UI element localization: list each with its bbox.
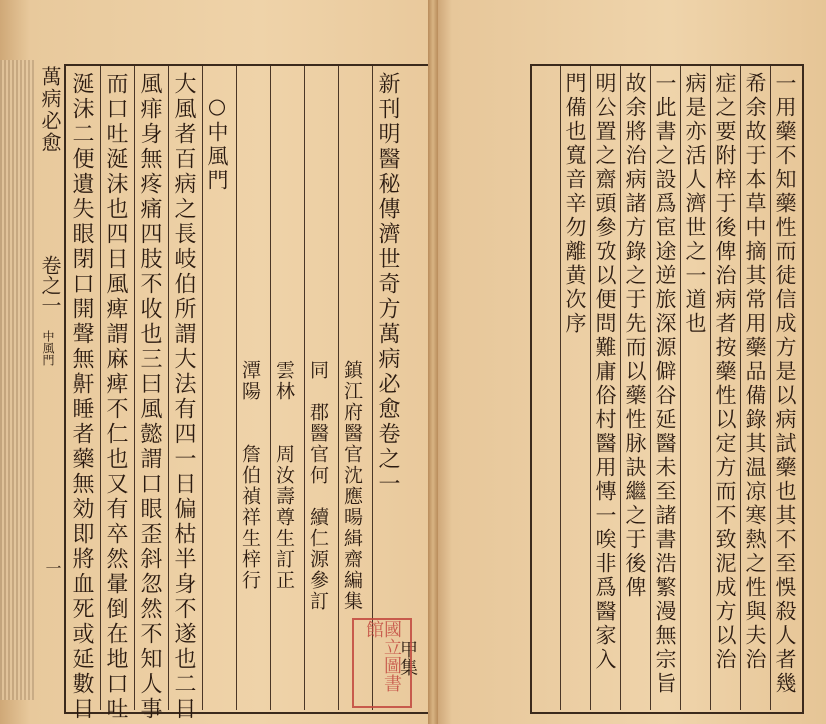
- column-rule: [338, 66, 339, 710]
- right-body-line-3: 症之要附梓于後俾治病者按藥性以定方而不致泥成方以治: [713, 72, 737, 672]
- book-gutter: [428, 0, 438, 724]
- credit-line-3: 雲林 周汝壽尊生訂正: [273, 360, 295, 591]
- credit-line-1: 鎮江府醫官沈應暘緝齋編集: [341, 360, 363, 612]
- right-body-line-6: 故余將治病諸方錄之于先而以藥性脉訣繼之于後俾: [623, 72, 647, 600]
- body-line-4: 涎沫二便遺失眼閉口開聲無鼾睡者藥無効即將血死或延數日: [69, 72, 94, 722]
- right-body-line-1: 一用藥不知藥性而徒信成方是以病試藥也其不至悞殺人者幾: [773, 72, 797, 696]
- column-rule: [270, 66, 271, 710]
- right-body-line-7: 明公置之齋頭參攷以便問難庸俗村醫用慱一唉非爲醫家入: [593, 72, 617, 672]
- column-rule: [620, 66, 621, 710]
- credit-line-2: 同 郡醫官何 續仁源參訂: [307, 360, 329, 612]
- column-rule: [710, 66, 711, 710]
- page-edge-strips: [0, 60, 34, 700]
- body-line-1: 大風者百病之長岐伯所謂大法有四一日偏枯半身不遂也二日: [171, 72, 196, 722]
- column-rule: [740, 66, 741, 710]
- edge-section-label: 中風門: [41, 330, 55, 366]
- column-rule: [590, 66, 591, 710]
- column-rule: [680, 66, 681, 710]
- column-rule: [168, 66, 169, 710]
- column-rule: [650, 66, 651, 710]
- section-heading: ○中風門: [205, 94, 229, 193]
- title-line: 新刊明醫秘傳濟世奇方萬病必愈卷之一: [375, 72, 400, 497]
- column-rule: [372, 66, 373, 710]
- column-rule: [236, 66, 237, 710]
- column-rule: [202, 66, 203, 710]
- column-rule: [560, 66, 561, 710]
- edge-folio-number: 一: [43, 560, 62, 576]
- column-rule: [134, 66, 135, 710]
- column-rule: [304, 66, 305, 710]
- body-line-3: 而口吐涎沫也四日風痺謂麻痺不仁也又有卒然暈倒在地口吐: [103, 72, 128, 722]
- right-body-line-4: 病是亦活人濟世之一道也: [683, 72, 707, 336]
- collection-label: 甲集: [397, 640, 418, 676]
- library-seal: 國立圖書館: [352, 618, 412, 708]
- right-body-line-2: 希余故于本草中摘其常用藥品備錄其温凉寒熱之性與夫治: [743, 72, 767, 672]
- body-line-2: 風痱身無疼痛四肢不收也三曰風懿謂口眼歪斜忽然不知人事: [137, 72, 162, 722]
- right-page: [434, 0, 826, 724]
- edge-volume-label: 卷之一: [38, 255, 62, 315]
- right-body-line-5: 一此書之設爲宦途逆旅深源僻谷延醫未至諸書浩繁漫無宗旨: [653, 72, 677, 696]
- column-rule: [100, 66, 101, 710]
- column-rule: [770, 66, 771, 710]
- credit-line-4: 潭陽 詹伯禎祥生梓行: [239, 360, 261, 591]
- right-body-line-8: 門備也寬音辛勿離黄次序: [563, 72, 587, 336]
- edge-book-title: 萬病必愈: [38, 66, 62, 154]
